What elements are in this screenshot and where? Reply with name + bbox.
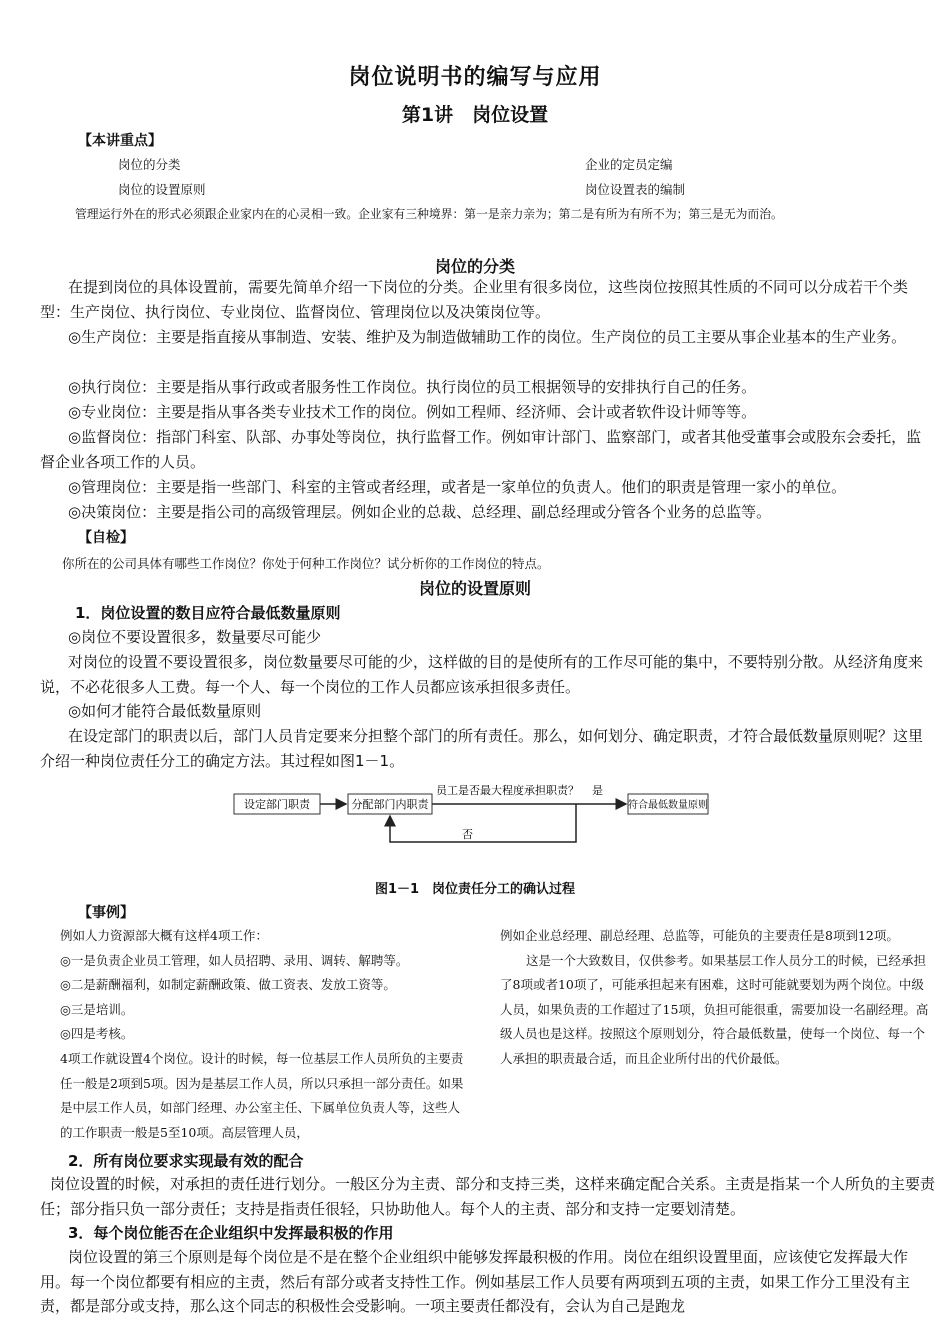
case-left-line: 例如人力资源部大概有这样4项工作： — [60, 928, 268, 943]
paragraph-intro: 在提到岗位的具体设置前，需要先简单介绍一下岗位的分类。企业里有很多岗位，这些岗位按照其性质的不同可以分成若干个类型：生产岗位、执行岗位、专业岗位、监督岗位、管理岗位以及决策岗位等。 — [40, 278, 909, 321]
flow-yes-label: 是 — [592, 784, 603, 797]
case-tag: 【事例】 — [78, 905, 134, 921]
case-left-paragraph: 4项工作就设置4个岗位。设计的时候，每一位基层工作人员所负的主要责任一般是2项到5项。因为是基层工作人员，所以只承担一部分责任。如果是中层工作人员，如部门经理、办公室主任、下属单位负责人等，这些人的工作职责一般是5至10项。高层管理人员， — [60, 1050, 464, 1140]
list-item-production: ◎生产岗位：主要是指直接从事制造、安装、维护及为制造做辅助工作的岗位。生产岗位的员工主要从事企业基本的生产业务。 — [68, 328, 907, 346]
section-heading-classification: 岗位的分类 — [434, 257, 515, 276]
document-title: 岗位说明书的编写与应用 — [348, 65, 602, 90]
lecture-title: 第1讲 岗位设置 — [401, 104, 549, 126]
figure-caption: 图1－1 岗位责任分工的确认过程 — [374, 882, 576, 897]
flow-box-allocate-duties-label: 分配部门内职责 — [351, 798, 429, 811]
principle-1-sub1: ◎岗位不要设置很多，数量要尽可能少 — [68, 628, 322, 646]
flow-no-label: 否 — [462, 828, 473, 841]
flow-box-minimum-principle-label: 符合最低数量原则 — [628, 800, 708, 811]
key-point-item: 岗位的设置原则 — [118, 182, 206, 197]
flow-box-define-duties-label: 设定部门职责 — [244, 798, 310, 811]
section-heading-principles: 岗位的设置原则 — [418, 579, 531, 598]
case-left-column — [60, 924, 470, 1145]
list-item-professional: ◎专业岗位：主要是指从事各类专业技术工作的岗位。例如工程师、经济师、会计或者软件设计师等等。 — [68, 403, 757, 421]
principle-2-text: 岗位设置的时候，对承担的责任进行划分。一般区分为主责、部分和支持三类，这样来确定配合关系。主责是指某一个人所负的主要责任；部分指只负一部分责任；支持是指责任很轻，只协助他人。每个人的主责、部分和支持一定要划清楚。 — [40, 1175, 936, 1218]
case-right-paragraph: 这是一个大致数目，仅供参考。如果基层工作人员分工的时候，已经承担了8项或者10项了，可能承担起来有困难，这时可能就要划为两个岗位。中级人员，如果负责的工作超过了15项，负担可能很重，需要加设一名副经理。高级人员也是这样。按照这个原则划分，符合最低数量，使每一个岗位、每一个人承担的职责最合适，而且企业所付出的代价最低。 — [500, 952, 929, 1066]
flow-diagram — [226, 776, 716, 852]
principle-1-text1: 对岗位的设置不要设置很多，岗位数量要尽可能的少，这样做的目的是使所有的工作尽可能的集中，不要特别分散。从经济角度来说，不必花很多人工费。每一个人、每一个岗位的工作人员都应该承担很多责任。 — [40, 653, 924, 696]
principle-1-sub2: ◎如何才能符合最低数量原则 — [68, 702, 262, 720]
key-point-item: 岗位设置表的编制 — [585, 182, 686, 197]
case-left-line: ◎一是负责企业员工管理，如人员招聘、录用、调转、解聘等。 — [60, 952, 409, 968]
case-left-line: ◎二是薪酬福利，如制定薪酬政策、做工资表、发放工资等。 — [60, 977, 396, 993]
principle-1-text2: 在设定部门的职责以后，部门人员肯定要来分担整个部门的所有责任。那么，如何划分、确定职责，才符合最低数量原则呢？这里介绍一种岗位责任分工的确定方法。其过程如图1－1。 — [40, 727, 924, 770]
case-left-line: ◎四是考核。 — [60, 1026, 134, 1042]
principle-3-text: 岗位设置的第三个原则是每个岗位是不是在整个企业组织中能够发挥最积极的作用。岗位在组织设置里面，应该使它发挥最大作用。每一个岗位都要有相应的主责，然后有部分或者支持性工作。例如基层工作人员要有两项到五项的主责，如果工作分工里没有主责，都是部分或支持，那么这个同志的积极性会受影响。一项主要责任都没有，会认为自己是跑龙 — [40, 1248, 911, 1315]
principle-3-title: 3．每个岗位能否在企业组织中发挥最积极的作用 — [68, 1224, 394, 1242]
case-right-paragraph: 例如企业总经理、副总经理、总监等，可能负的主要责任是8项到12项。 — [500, 928, 899, 943]
key-point-item: 岗位的分类 — [118, 157, 181, 172]
self-check-text: 你所在的公司具体有哪些工作岗位？你处于何种工作岗位？试分析你的工作岗位的特点。 — [62, 556, 550, 571]
case-right-column — [500, 924, 936, 1072]
principle-1-title: 1．岗位设置的数目应符合最低数量原则 — [75, 604, 341, 622]
self-check-tag: 【自检】 — [78, 530, 134, 546]
key-point-item: 企业的定员定编 — [585, 157, 673, 172]
case-left-line: ◎三是培训。 — [60, 1001, 134, 1017]
quote: 管理运行外在的形式必须跟企业家内在的心灵相一致。企业家有三种境界：第一是亲力亲为；第二是有所为有所不为；第三是无为而治。 — [75, 207, 783, 221]
list-item-execution: ◎执行岗位：主要是指从事行政或者服务性工作岗位。执行岗位的员工根据领导的安排执行自己的任务。 — [68, 378, 757, 396]
list-item-supervision: ◎监督岗位：指部门科室、队部、办事处等岗位，执行监督工作。例如审计部门、监察部门，或者其他受董事会或股东会委托，监督企业各项工作的人员。 — [40, 428, 922, 471]
principle-2-title: 2．所有岗位要求实现最有效的配合 — [68, 1152, 304, 1170]
key-points-tag: 【本讲重点】 — [78, 133, 162, 149]
list-item-decision: ◎决策岗位：主要是指公司的高级管理层。例如企业的总裁、总经理、副总经理或分管各个业务的总监等。 — [68, 503, 772, 521]
flow-question-label: 员工是否最大程度承担职责？ — [436, 784, 579, 797]
list-item-management: ◎管理岗位：主要是指一些部门、科室的主管或者经理，或者是一家单位的负责人。他们的职责是管理一家小的单位。 — [68, 478, 847, 496]
